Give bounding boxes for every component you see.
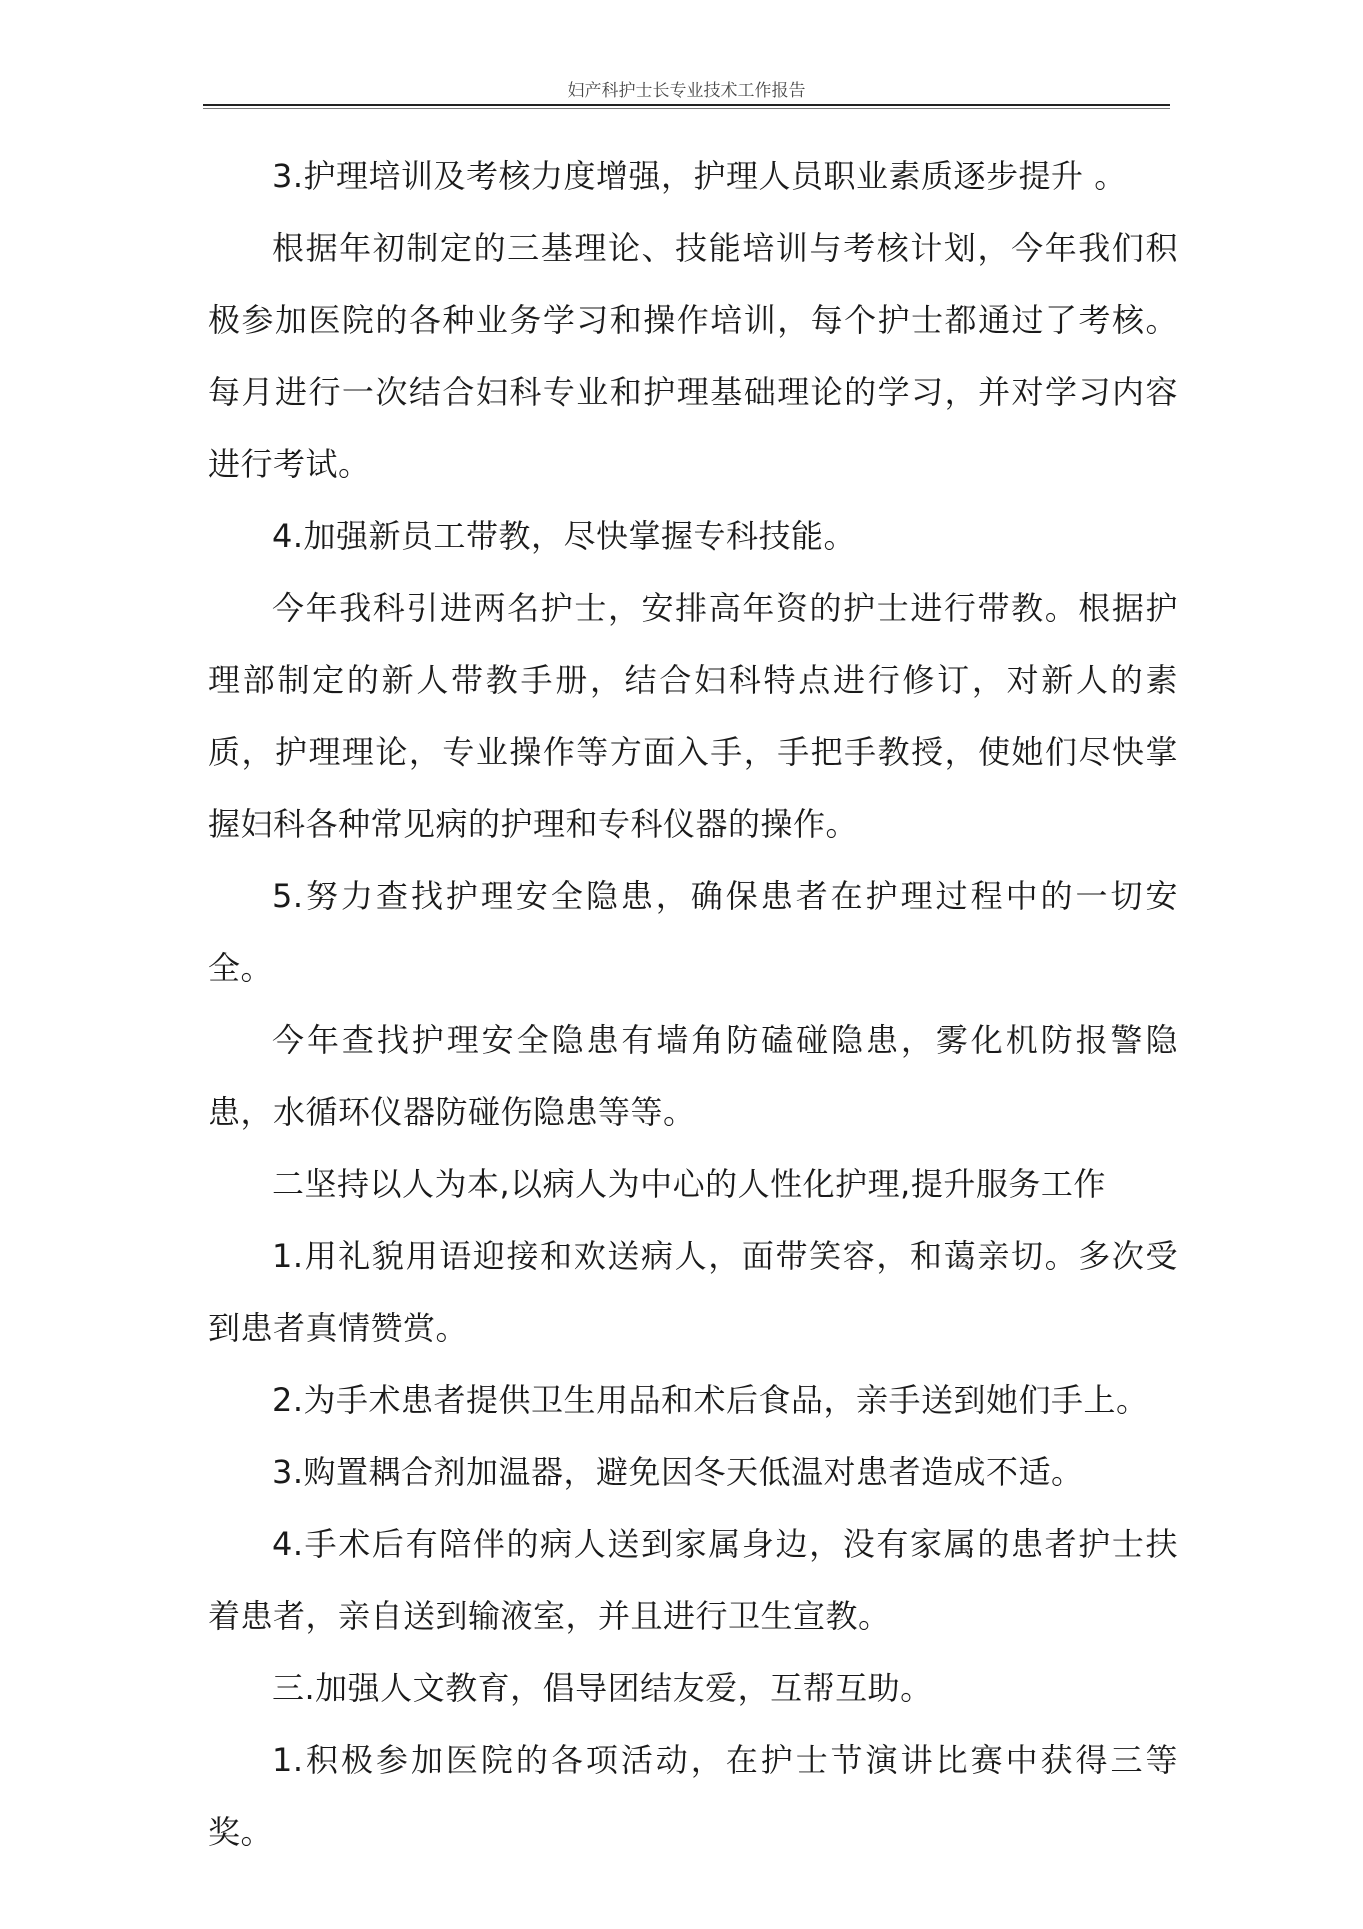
paragraph-mentoring-heading: 4.加强新员工带教，尽快掌握专科技能。: [272, 517, 857, 555]
paragraph-training-body: 根据年初制定的三基理论、技能培训与考核计划，今年我们积极参加医院的各种业务学习和操作培训，每个护士都通过了考核。每月进行一次结合妇科专业和护理基础理论的学习，并对学习内容进行考试。: [208, 229, 1178, 483]
body-text: [208, 140, 1178, 1868]
paragraph-service-item-2: 2.为手术患者提供卫生用品和术后食品，亲手送到她们手上。: [272, 1381, 1149, 1419]
paragraph-section-three-heading: 三.加强人文教育，倡导团结友爱，互帮互助。: [272, 1669, 933, 1707]
paragraph-activity-item-1: 1.积极参加医院的各项活动，在护士节演讲比赛中获得三等奖。: [208, 1741, 1178, 1851]
header-rule-thin: [203, 108, 1170, 109]
paragraph-service-item-1: 1.用礼貌用语迎接和欢送病人，面带笑容，和蔼亲切。多次受到患者真情赞赏。: [208, 1237, 1178, 1347]
paragraph-training-heading: 3.护理培训及考核力度增强，护理人员职业素质逐步提升 。: [272, 157, 1127, 195]
paragraph-safety-heading: 5.努力查找护理安全隐患，确保患者在护理过程中的一切安全。: [208, 877, 1178, 987]
header-rule: [203, 104, 1170, 106]
paragraph-service-item-3: 3.购置耦合剂加温器，避免因冬天低温对患者造成不适。: [272, 1453, 1084, 1491]
paragraph-service-item-4: 4.手术后有陪伴的病人送到家属身边，没有家属的患者护士扶着患者，亲自送到输液室，并且进行卫生宣教。: [208, 1525, 1178, 1635]
running-header: 妇产科护士长专业技术工作报告: [567, 81, 806, 101]
paragraph-section-two-heading: 二坚持以人为本,以病人为中心的人性化护理,提升服务工作: [272, 1165, 1106, 1203]
paragraph-mentoring-body: 今年我科引进两名护士，安排高年资的护士进行带教。根据护理部制定的新人带教手册，结合妇科特点进行修订，对新人的素质，护理理论，专业操作等方面入手，手把手教授，使她们尽快掌握妇科各种常见病的护理和专科仪器的操作。: [208, 589, 1178, 843]
paragraph-safety-body: 今年查找护理安全隐患有墙角防磕碰隐患，雾化机防报警隐患，水循环仪器防碰伤隐患等等。: [208, 1021, 1178, 1131]
